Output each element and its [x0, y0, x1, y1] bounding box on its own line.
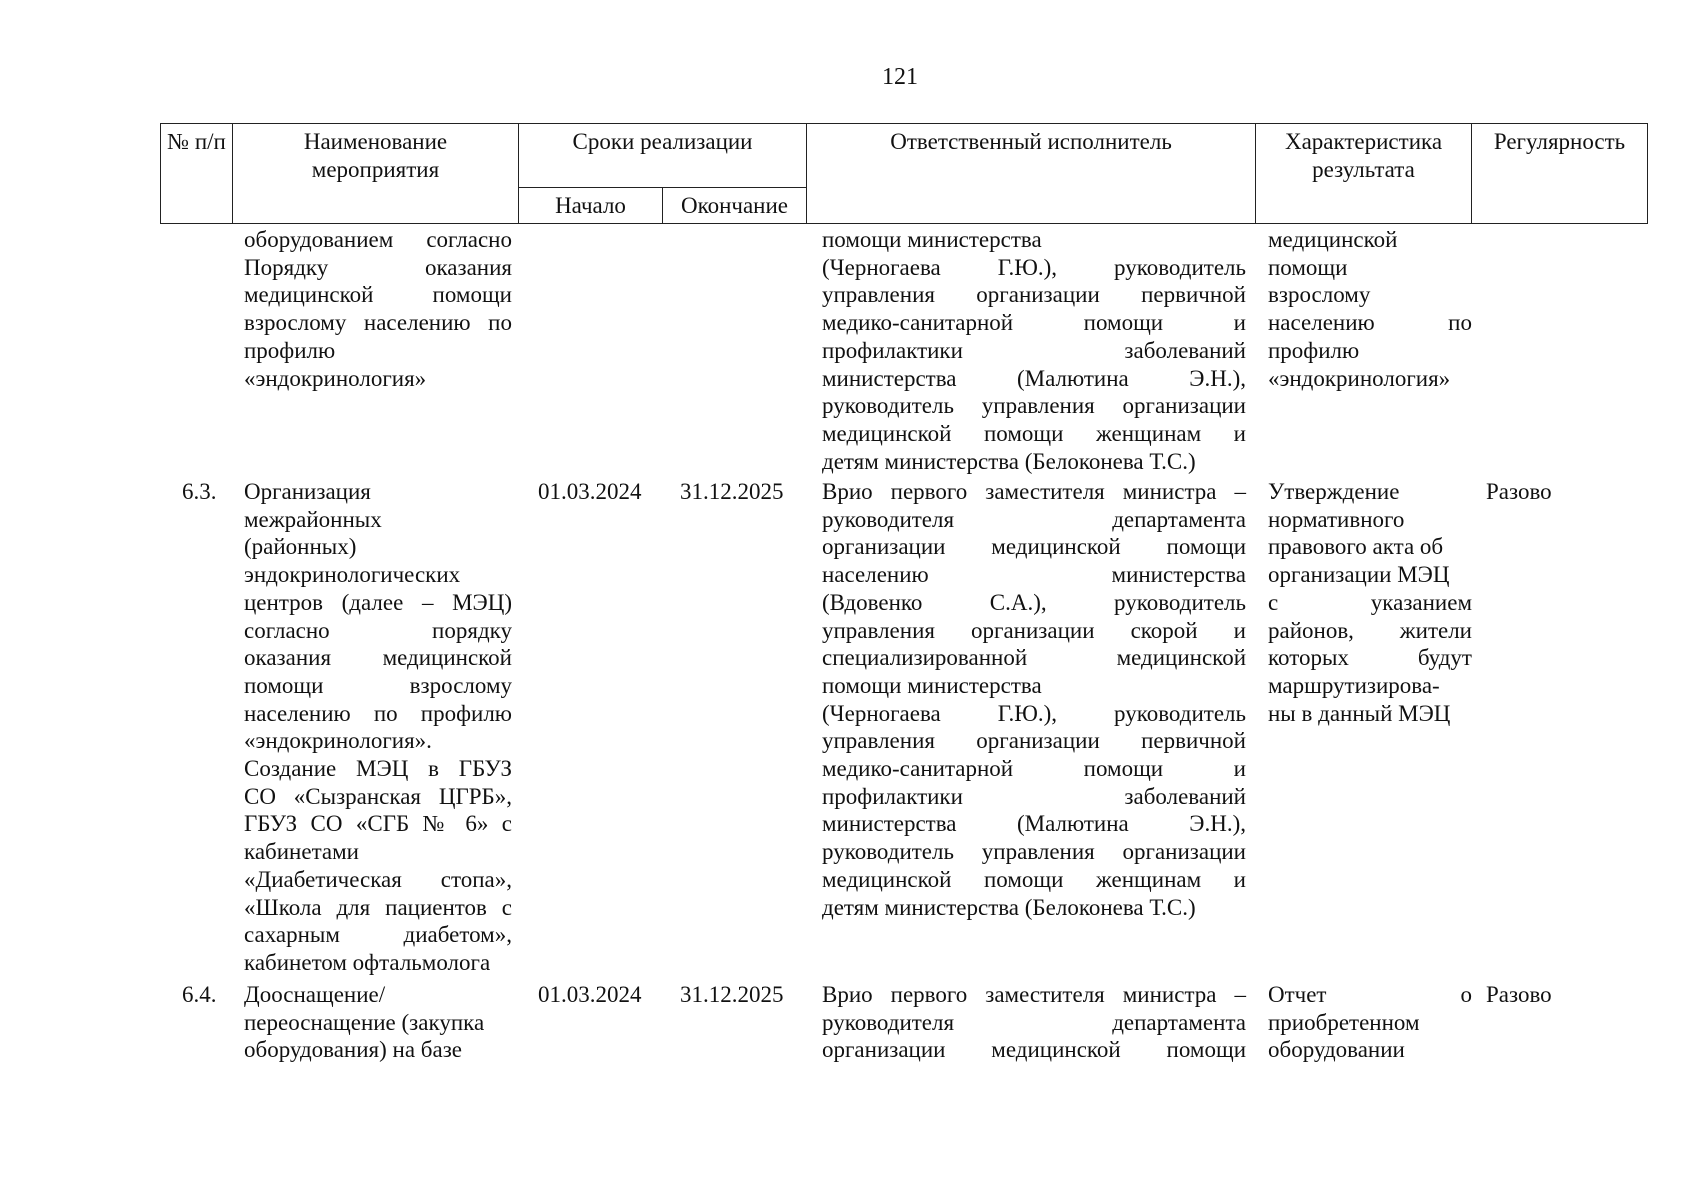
text-line: Порядку оказания	[244, 254, 512, 280]
header-result: Характеристика результата	[1256, 124, 1472, 224]
text-line: оборудования) на базе	[244, 1037, 462, 1063]
row-number: 6.3.	[182, 479, 217, 504]
text-line: межрайонных	[244, 506, 382, 532]
text-line: помощи министерства	[822, 672, 1042, 698]
text-line: управления организации скорой и	[822, 617, 1246, 643]
text-line: Отчет о	[1268, 982, 1472, 1007]
row-executor	[822, 478, 1246, 921]
text-line: профилактики заболеваний	[822, 783, 1246, 809]
text-line: руководитель управления организации	[822, 393, 1246, 419]
text-line: «Диабетическая стопа»,	[244, 866, 512, 892]
text-line: оказания медицинской	[244, 645, 512, 671]
row-result	[1268, 226, 1472, 392]
text-line: сахарным диабетом»,	[244, 922, 512, 948]
header-executor: Ответственный исполнитель	[807, 124, 1256, 224]
text-line: Врио первого заместителя министра –	[822, 982, 1246, 1007]
text-line: профилю	[244, 337, 336, 363]
text-line: профилю	[1268, 337, 1360, 363]
text-line: с указанием	[1268, 589, 1472, 615]
text-line: которых будут	[1268, 645, 1472, 671]
text-line: специализированной медицинской	[822, 645, 1246, 671]
text-line: организации медицинской помощи	[822, 534, 1246, 560]
row-name	[244, 981, 512, 1064]
header-end: Окончание	[663, 188, 807, 224]
text-line: медицинской помощи женщинам и	[822, 420, 1246, 446]
row-executor	[822, 226, 1246, 475]
text-line: (Вдовенко С.А.), руководитель	[822, 589, 1246, 615]
text-line: медицинской помощи женщинам и	[822, 866, 1246, 892]
text-line: (Черногаева Г.Ю.), руководитель	[822, 700, 1246, 726]
text-line: детям министерства (Белоконева Т.С.)	[822, 894, 1196, 920]
text-line: нормативного	[1268, 506, 1405, 532]
text-line: медико-санитарной помощи и	[822, 756, 1246, 782]
text-line: (Черногаева Г.Ю.), руководитель	[822, 254, 1246, 280]
text-line: помощи	[1268, 254, 1348, 280]
row-end: 31.12.2025	[680, 479, 784, 504]
text-line: населению по	[1268, 310, 1472, 336]
text-line: эндокринологических	[244, 562, 461, 588]
text-line: взрослому населению по	[244, 310, 512, 336]
header-terms: Сроки реализации	[519, 124, 807, 188]
text-line: центров (далее – МЭЦ)	[244, 589, 512, 615]
row-end: 31.12.2025	[680, 982, 784, 1007]
text-line: помощи министерства	[822, 227, 1042, 252]
text-line: оборудованием согласно	[244, 227, 512, 252]
text-line: медицинской помощи	[244, 282, 512, 308]
text-line: Организация	[244, 479, 371, 504]
text-line: переоснащение (закупка	[244, 1009, 485, 1035]
row-name	[244, 478, 512, 977]
text-line: «эндокринология»	[244, 365, 427, 391]
text-line: районов, жители	[1268, 617, 1472, 643]
text-line: населению по профилю	[244, 700, 512, 726]
row-result	[1268, 478, 1472, 727]
text-line: маршрутизирова-	[1268, 672, 1440, 698]
page-number: 121	[882, 64, 918, 90]
text-line: «эндокринология»	[1268, 365, 1451, 391]
text-line: ГБУЗ СО «СГБ № 6» с	[244, 811, 512, 837]
text-line: руководителя департамента	[822, 506, 1246, 532]
text-line: помощи взрослому	[244, 672, 512, 698]
text-line: организации медицинской помощи	[822, 1037, 1246, 1063]
text-line: Дооснащение/	[244, 982, 386, 1007]
text-line: «Школа для пациентов с	[244, 894, 512, 920]
header-regularity: Регулярность	[1472, 124, 1648, 224]
row-start: 01.03.2024	[538, 479, 642, 504]
row-regularity: Разово	[1486, 479, 1552, 504]
row-executor	[822, 981, 1246, 1064]
row-number: 6.4.	[182, 982, 217, 1007]
text-line: управления организации первичной	[822, 282, 1246, 308]
text-line: кабинетом офтальмолога	[244, 949, 491, 975]
text-line: (районных)	[244, 534, 357, 560]
text-line: руководителя департамента	[822, 1009, 1246, 1035]
text-line: Создание МЭЦ в ГБУЗ	[244, 756, 512, 782]
text-line: приобретенном	[1268, 1009, 1420, 1035]
text-line: Утверждение	[1268, 479, 1400, 504]
header-name: Наименование мероприятия	[233, 124, 519, 224]
text-line: руководитель управления организации	[822, 839, 1246, 865]
text-line: управления организации первичной	[822, 728, 1246, 754]
row-name	[244, 226, 512, 392]
text-line: министерства (Малютина Э.Н.),	[822, 811, 1246, 837]
header-start: Начало	[519, 188, 663, 224]
text-line: оборудовании	[1268, 1037, 1405, 1063]
text-line: правового акта об	[1268, 534, 1444, 560]
text-line: медико-санитарной помощи и	[822, 310, 1246, 336]
text-line: «эндокринология».	[244, 728, 432, 754]
row-result	[1268, 981, 1472, 1064]
text-line: СО «Сызранская ЦГРБ»,	[244, 783, 512, 809]
header-num: № п/п	[161, 124, 233, 224]
row-start: 01.03.2024	[538, 982, 642, 1007]
table-header	[160, 123, 1648, 224]
text-line: взрослому	[1268, 282, 1371, 308]
row-regularity: Разово	[1486, 982, 1552, 1007]
text-line: медицинской	[1268, 227, 1398, 252]
text-line: профилактики заболеваний	[822, 337, 1246, 363]
text-line: детям министерства (Белоконева Т.С.)	[822, 448, 1196, 474]
text-line: кабинетами	[244, 839, 359, 865]
text-line: Врио первого заместителя министра –	[822, 479, 1246, 504]
text-line: согласно порядку	[244, 617, 512, 643]
text-line: министерства (Малютина Э.Н.),	[822, 365, 1246, 391]
text-line: организации МЭЦ	[1268, 562, 1450, 588]
text-line: населению министерства	[822, 562, 1246, 588]
text-line: ны в данный МЭЦ	[1268, 700, 1451, 726]
